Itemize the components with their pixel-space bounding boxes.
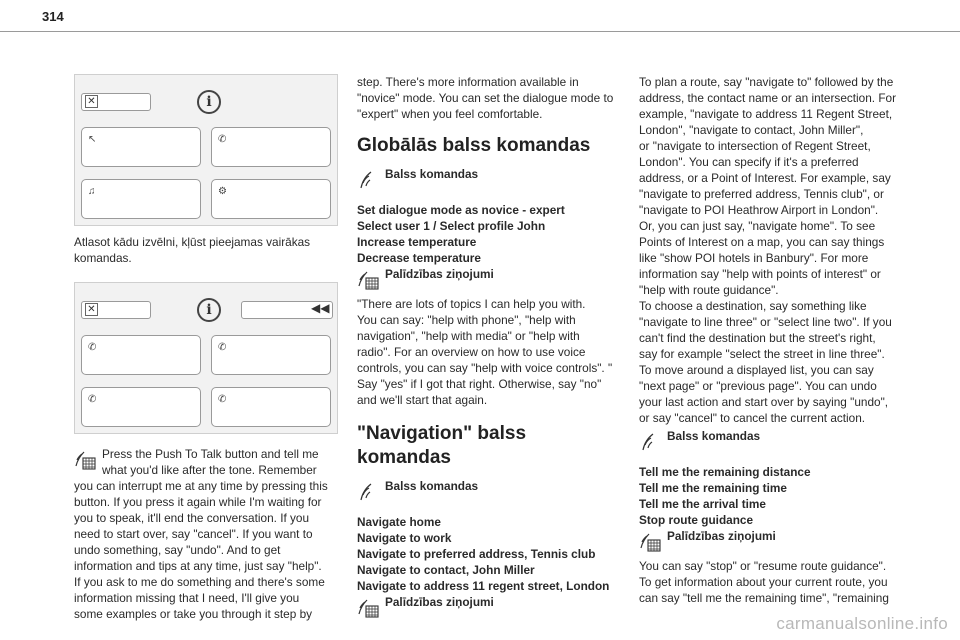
header-rule (0, 31, 960, 32)
screen-tile-settings (211, 179, 331, 219)
phone-icon: ✆ (218, 134, 227, 145)
help-messages-label (357, 266, 625, 290)
label-text: Palīdzības ziņojumi (667, 529, 776, 543)
info-icon: i (197, 298, 221, 322)
text-line: information say "help with points of interest" or (639, 267, 881, 281)
phone-icon: ✆ (88, 394, 97, 405)
figure-caption: Atlasot kādu izvēlni, kļūst pieejamas vairākas komandas. (74, 235, 311, 265)
text-line: "navigate to preferred address, Tennis club", or (639, 187, 884, 201)
text-line: "There are lots of topics I can help you with. (357, 297, 586, 311)
route-help-messages-label (639, 528, 901, 552)
text-line: address, the contact name or an intersection. For (639, 91, 897, 105)
column-3 (639, 74, 901, 606)
route-help-text (639, 558, 901, 606)
help-message-icon (639, 530, 661, 552)
intro-paragraph (74, 446, 338, 622)
screen-illustration-2 (74, 282, 338, 434)
text-line: "novice" mode. You can set the dialogue mode to (357, 91, 614, 105)
phone-icon: ✆ (88, 342, 97, 353)
continued-paragraph (357, 74, 625, 122)
heading-line: "Navigation" balss (357, 423, 527, 444)
text-line: Press the Push To Talk button and tell me (102, 447, 319, 461)
command-line: Navigate to contact, John Miller (357, 563, 535, 577)
screen-tile (211, 335, 331, 375)
command-line: Navigate home (357, 515, 441, 529)
label-text: Balss komandas (385, 167, 479, 181)
command-line: Tell me the remaining time (639, 481, 787, 495)
close-icon: ✕ (85, 303, 98, 316)
command-line: Stop route guidance (639, 513, 754, 527)
page-number: 314 (42, 9, 64, 24)
section-heading-global: Globālās balss komandas (357, 135, 591, 156)
close-icon: ✕ (85, 95, 98, 108)
command-line: Tell me the arrival time (639, 497, 766, 511)
screen-tile-phone (211, 127, 331, 167)
text-line: you to speak, it'll end the conversation. If you (74, 511, 310, 525)
command-line: Navigate to address 11 regent street, London (357, 579, 610, 593)
phone-icon: ✆ (218, 394, 227, 405)
voice-command-icon (639, 430, 661, 452)
help-message-icon (74, 448, 96, 470)
text-line: "expert" when you feel comfortable. (357, 107, 543, 121)
command-line: Increase temperature (357, 235, 477, 249)
text-line: like "show POI hotels in Banbury". For more (639, 251, 869, 265)
text-line: what you'd like after the tone. Remember (102, 463, 317, 477)
text-line: radio". For an overview on how to use voice (357, 345, 586, 359)
text-line: London". You can specify if it's a preferred (639, 155, 859, 169)
help-message-icon (357, 596, 379, 618)
phone-icon: ✆ (218, 342, 227, 353)
watermark: carmanualsonline.info (776, 614, 948, 633)
command-line: Tell me the remaining distance (639, 465, 811, 479)
text-line: To move around a displayed list, you can say (639, 363, 874, 377)
screen-tile-navigation (81, 127, 201, 167)
screen-tile (211, 387, 331, 427)
info-icon: i (197, 90, 221, 114)
label-text: Balss komandas (667, 429, 761, 443)
text-line: You can say: "help with phone", "help with (357, 313, 576, 327)
text-line: and we'll start that again. (357, 393, 488, 407)
text-line: controls, you can say "help with voice controls". " (357, 361, 613, 375)
nav-help-messages-label (357, 594, 625, 618)
text-line: button. If you press it again while I'm waiting for (74, 495, 322, 509)
navigation-icon: ↖ (88, 134, 97, 145)
text-line: "navigate to POI Heathrow Airport in London". (639, 203, 879, 217)
column-1 (74, 74, 338, 622)
text-line: navigation", "help with media" or "help with (357, 329, 580, 343)
section-heading-navigation (357, 422, 625, 470)
command-line: Decrease temperature (357, 251, 481, 265)
text-line: say for example "select the street in line three". (639, 347, 885, 361)
text-line: Say "yes" if I got that right. Otherwise, say "no" (357, 377, 602, 391)
label-text: Balss komandas (385, 479, 479, 493)
rewind-icon: ◀◀ (311, 301, 330, 315)
text-line: You can say "stop" or "resume route guidance". (639, 559, 887, 573)
route-voice-commands-label (639, 428, 901, 452)
text-line: Points of Interest on a map, you can say things (639, 235, 885, 249)
text-line: step. There's more information available in (357, 75, 579, 89)
text-line: undo something, say "undo". And to get (74, 543, 281, 557)
text-line: London", "navigate to contact, John Miller", (639, 123, 864, 137)
text-line: example, "navigate to address 11 Regent Street, (639, 107, 893, 121)
text-line: can say "tell me the remaining time", "remaining (639, 591, 889, 605)
settings-icon: ⚙ (218, 186, 227, 197)
screen-illustration-1 (74, 74, 338, 226)
global-help-text (357, 296, 625, 408)
text-line: "next page" or "previous page". You can undo (639, 379, 877, 393)
global-commands-list (357, 202, 625, 266)
command-line: Select user 1 / Select profile John (357, 219, 546, 233)
text-line: some examples or take you through it step by (74, 607, 313, 621)
text-line: or say "cancel" to cancel the current action. (639, 411, 866, 425)
voice-command-icon (357, 480, 379, 502)
command-line: Set dialogue mode as novice - expert (357, 203, 565, 217)
text-line: If you ask to me do something and there's some (74, 575, 325, 589)
text-line: To plan a route, say "navigate to" followed by the (639, 75, 894, 89)
text-line: information missing that I need, I'll give you (74, 591, 300, 605)
text-line: your last action and start over by saying "undo", (639, 395, 889, 409)
text-line: information and tips at any time, just say "help". (74, 559, 322, 573)
screen-tile (81, 387, 201, 427)
text-line: can't find the destination but the street's right, (639, 331, 876, 345)
command-line: Navigate to preferred address, Tennis club (357, 547, 596, 561)
text-line: To choose a destination, say something like (639, 299, 867, 313)
text-line: or "navigate to intersection of Regent Street, (639, 139, 871, 153)
command-line: Navigate to work (357, 531, 452, 545)
nav-voice-commands-label (357, 478, 625, 502)
text-line: To get information about your current route, you (639, 575, 888, 589)
route-commands-list (639, 464, 901, 528)
music-note-icon: ♫ (88, 186, 96, 197)
voice-command-icon (357, 168, 379, 190)
voice-commands-label (357, 166, 625, 190)
heading-line: komandas (357, 447, 451, 468)
text-line: "navigate to line three" or "select line two". If you (639, 315, 892, 329)
screen-tile-media (81, 179, 201, 219)
column-2 (357, 74, 625, 618)
route-planning-text (639, 74, 901, 426)
label-text: Palīdzības ziņojumi (385, 595, 494, 609)
text-line: need to start over, say "cancel". If you want to (74, 527, 313, 541)
screen-tile (81, 335, 201, 375)
text-line: address, or a Point of Interest. For example, say (639, 171, 891, 185)
navigation-commands-list (357, 514, 625, 594)
label-text: Palīdzības ziņojumi (385, 267, 494, 281)
text-line: Or, you can just say, "navigate home". To see (639, 219, 876, 233)
text-line: you can interrupt me at any time by pressing this (74, 479, 328, 493)
help-message-icon (357, 268, 379, 290)
text-line: "help with route guidance". (639, 283, 779, 297)
